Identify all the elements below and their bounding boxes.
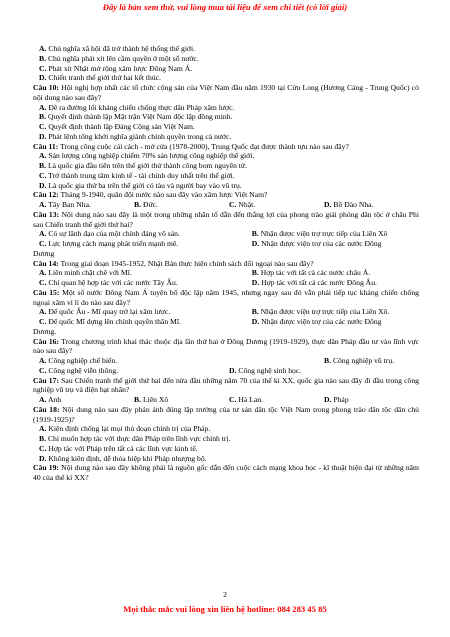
answer-option bbox=[134, 200, 229, 210]
option-label: C. bbox=[39, 443, 47, 453]
option-text: Liên minh chặt chẽ với Mĩ. bbox=[48, 268, 132, 278]
question-number: Câu 10: bbox=[33, 83, 59, 92]
option-label: B. bbox=[324, 356, 332, 365]
option-text: Công nghiệp vũ trụ. bbox=[332, 356, 395, 365]
answer-option bbox=[39, 395, 134, 405]
option-text: Quyết định thành lập Đảng Cộng sản Việt Nam. bbox=[48, 122, 195, 131]
option-label: A. bbox=[39, 229, 47, 239]
option-label: C. bbox=[39, 170, 47, 180]
option-label: A. bbox=[39, 44, 47, 53]
option-row bbox=[33, 356, 419, 366]
answer-option bbox=[33, 103, 419, 113]
option-text: Kiên định chống lại mọi thủ đoạn chính trị của Pháp. bbox=[48, 424, 211, 434]
answer-option bbox=[324, 200, 419, 210]
answer-option bbox=[252, 239, 382, 249]
answer-option bbox=[39, 366, 229, 376]
question-text: Trong công cuộc cải cách - mở cửa (1978-2000), Trung Quốc đạt được thành tựu nào sau đây? bbox=[60, 141, 349, 151]
answer-option bbox=[33, 161, 419, 171]
answer-option bbox=[134, 395, 229, 405]
option-row bbox=[33, 307, 419, 317]
question-text: Trong giai đoạn 1945-1952, Nhật Bản thực hiện chính sách đối ngoại nào sau đây? bbox=[60, 258, 314, 268]
option-text: Không kiên định, dễ thỏa hiệp khi Pháp nhượng bộ. bbox=[48, 453, 207, 463]
option-row bbox=[33, 317, 419, 327]
option-text: Nhận được viện trợ trực tiếp của Liên Xô bbox=[260, 229, 388, 239]
option-text: Hợp tác với tất cả các nước châu Á. bbox=[260, 268, 371, 278]
answer-option bbox=[33, 424, 419, 434]
answer-option bbox=[229, 200, 324, 210]
option-text: Quyết định thành lập Mặt trận Việt Nam độc lập đồng minh. bbox=[47, 112, 233, 122]
option-text: Hà Lan. bbox=[238, 395, 263, 404]
option-label: C. bbox=[229, 200, 237, 209]
option-text: Sản lượng công nghiệp chiếm 70% sản lượng công nghiệp thế giới. bbox=[48, 151, 255, 161]
answer-option bbox=[229, 366, 301, 376]
option-row bbox=[33, 229, 419, 239]
option-label: B. bbox=[39, 112, 47, 122]
question-12 bbox=[33, 190, 419, 200]
option-label: C. bbox=[39, 63, 47, 73]
option-text: Chủ nghĩa phát xít lên cầm quyền ở một số nước. bbox=[47, 53, 199, 63]
question-number: Câu 12: bbox=[33, 190, 59, 200]
option-label: D. bbox=[39, 180, 47, 190]
answer-option bbox=[252, 229, 388, 239]
answer-option bbox=[33, 73, 419, 83]
answer-option bbox=[39, 317, 252, 327]
header-banner: Đây là bản xem thử, vui lòng mua tài liệu để xem chi tiết (có lời giải) bbox=[102, 2, 348, 12]
option-text: Nhận được viện trợ trực tiếp của Liên Xô. bbox=[260, 307, 390, 317]
option-text: Bồ Đào Nha. bbox=[333, 200, 374, 209]
answer-option bbox=[33, 454, 419, 464]
question-15 bbox=[33, 288, 419, 308]
answer-option bbox=[39, 229, 252, 239]
question-number: Câu 18: bbox=[33, 404, 60, 414]
option-text: Công nghệ viễn thông. bbox=[48, 365, 118, 375]
option-label: B. bbox=[39, 161, 47, 170]
question-number: Câu 16: bbox=[33, 336, 60, 346]
question-number: Câu 14: bbox=[33, 258, 59, 268]
option-text: Lực lượng cách mạng phát triển mạnh mẽ. bbox=[48, 239, 179, 248]
question-text: Nội dung nào sau đây không phải là nguồn gốc dẫn đến cuộc cách mạng khoa học - kĩ thuật hiện đại từ những năm 40 của thế kỉ XX? bbox=[33, 463, 419, 482]
option-text: Trở thành trung tâm kinh tế - tài chính duy nhất trên thế giới. bbox=[48, 170, 235, 180]
option-text: Công nghệ sinh học. bbox=[238, 365, 302, 375]
answer-option bbox=[229, 395, 324, 405]
answer-option bbox=[33, 54, 419, 64]
question-text: Tháng 9-1940, quân đội nước nào sau đây vào xâm lược Việt Nam? bbox=[60, 190, 268, 200]
question-10 bbox=[33, 83, 419, 103]
question-number: Câu 13: bbox=[33, 209, 60, 219]
option-text: Đế quốc Âu - Mĩ quay trở lại xâm lược. bbox=[48, 307, 171, 317]
question-18 bbox=[33, 405, 419, 425]
option-text: Chiến tranh thế giới thứ hai kết thúc. bbox=[48, 73, 161, 83]
answer-option bbox=[33, 434, 419, 444]
answer-option bbox=[252, 317, 382, 327]
option-text: Pháp bbox=[333, 395, 349, 404]
option-text: Có sự lãnh đạo của một chính đảng vô sản. bbox=[48, 229, 180, 239]
option-text: Tây Ban Nha. bbox=[48, 200, 91, 209]
option-text: Nhận được viện trợ của các nước Đông bbox=[261, 317, 382, 326]
option-label: A. bbox=[39, 268, 47, 278]
option-text: Là quốc gia đầu tiên trên thế giới thử thành công bom nguyên tử. bbox=[47, 161, 247, 170]
option-text: Là quốc gia thứ ba trên thế giới có tàu và người bay vào vũ trụ. bbox=[48, 180, 242, 190]
answer-option bbox=[252, 278, 377, 288]
option-row bbox=[33, 200, 419, 210]
option-label: A. bbox=[39, 395, 47, 404]
option-label: A. bbox=[39, 424, 47, 434]
option-label: C. bbox=[39, 278, 47, 287]
option-label: B. bbox=[251, 307, 259, 317]
option-row bbox=[33, 268, 419, 278]
option-text: Nhận được viện trợ của các nước Đông bbox=[261, 239, 382, 248]
question-16 bbox=[33, 337, 419, 357]
option-label: C. bbox=[39, 365, 47, 375]
question-19 bbox=[33, 463, 419, 483]
option-label: B. bbox=[134, 395, 142, 404]
question-text: Nội dung nào sau đây phản ánh đúng lập trường của tư sản dân tộc Việt Nam trong phong trào dân tộc dân chủ (1919-1925)? bbox=[33, 404, 419, 424]
option-text: Phát xít Nhật mở rộng xâm lược Đông Nam Á. bbox=[48, 63, 193, 73]
option-text: Chủ nghĩa xã hội đã trở thành hệ thống thế giới. bbox=[48, 44, 196, 53]
option-label: B. bbox=[39, 53, 47, 63]
answer-option bbox=[39, 239, 252, 249]
option-label: B. bbox=[251, 229, 259, 239]
option-label: B. bbox=[251, 268, 259, 278]
option-row bbox=[33, 395, 419, 405]
option-text: Chỉ quan hệ hợp tác với các nước Tây Âu. bbox=[48, 278, 178, 287]
answer-option bbox=[33, 171, 419, 181]
option-label: D. bbox=[39, 453, 47, 463]
option-label: A. bbox=[39, 356, 47, 365]
option-label: A. bbox=[39, 102, 47, 112]
answer-option bbox=[33, 44, 419, 54]
question-17 bbox=[33, 376, 419, 396]
option-label: D. bbox=[324, 200, 332, 209]
option-text: Công nghiệp chế biến. bbox=[48, 356, 118, 365]
question-text: Nội dung nào sau đây là một trong những nhân tố dẫn đến thắng lợi của phong trào giải phóng dân tộc ở châu Phi sau Chiến tranh thế giới thứ hai? bbox=[33, 209, 419, 229]
option-label: D. bbox=[251, 239, 260, 248]
answer-option bbox=[33, 181, 419, 191]
option-text-wrap: Dương. bbox=[33, 326, 57, 336]
question-11 bbox=[33, 142, 419, 152]
question-13 bbox=[33, 210, 419, 230]
option-label: D. bbox=[251, 278, 260, 287]
question-text: Trong chương trình khai thác thuộc địa lần thứ hai ở Đông Dương (1919-1929), thực dân Pháp đầu tư vào lĩnh vực nào sau đây? bbox=[33, 336, 420, 356]
option-text: Chỉ muốn hợp tác với thực dân Pháp trên lĩnh vực chính trị. bbox=[47, 434, 231, 443]
answer-option bbox=[39, 356, 324, 366]
question-number: Câu 15: bbox=[33, 287, 60, 297]
question-text: Một số nước Đông Nam Á tuyên bố độc lập năm 1945, nhưng ngay sau đó vẫn phải tiếp tục kháng chiến chống ngoại xâm vì lí do nào sau đây? bbox=[33, 287, 419, 307]
option-label: C. bbox=[39, 317, 47, 326]
answer-option bbox=[39, 307, 252, 317]
option-text: Đế quốc Mĩ dựng lên chính quyền thân Mĩ. bbox=[48, 317, 181, 326]
option-label: D. bbox=[39, 131, 47, 141]
option-text: Đức. bbox=[142, 200, 158, 209]
answer-option bbox=[39, 268, 252, 278]
option-row bbox=[33, 278, 419, 288]
option-text: Hợp tác với tất cả các nước Đông Âu. bbox=[261, 278, 377, 287]
option-label: C. bbox=[39, 122, 47, 131]
footer-banner: Mọi thắc mắc vui lòng xin liên hệ hotline: 084 283 45 85 bbox=[123, 604, 327, 614]
option-text: Đề ra đường lối kháng chiến chống thực dân Pháp xâm lược. bbox=[48, 102, 235, 112]
option-text: Liên Xô bbox=[142, 395, 169, 404]
answer-option bbox=[39, 200, 134, 210]
question-text: Sau Chiến tranh thế giới thứ hai đến nửa đầu những năm 70 của thế kỉ XX, quốc gia nào sau đây đi đầu trong công nghiệp vũ trụ và điện hạt nhân? bbox=[33, 375, 419, 395]
option-row bbox=[33, 366, 419, 376]
option-label: D. bbox=[251, 317, 260, 326]
answer-option bbox=[33, 64, 419, 74]
page-number: 2 bbox=[223, 590, 227, 599]
question-number: Câu 17: bbox=[33, 375, 59, 385]
option-label: A. bbox=[39, 307, 47, 317]
option-label: D. bbox=[229, 365, 237, 375]
answer-option bbox=[252, 268, 370, 278]
option-row bbox=[33, 239, 419, 249]
page-content bbox=[33, 44, 419, 483]
option-label: D. bbox=[324, 395, 332, 404]
question-14 bbox=[33, 259, 419, 269]
option-label: C. bbox=[229, 395, 237, 404]
answer-option bbox=[33, 151, 419, 161]
answer-option bbox=[33, 444, 419, 454]
answer-option bbox=[33, 112, 419, 122]
question-number: Câu 19: bbox=[33, 463, 59, 473]
option-text: Phát lệnh tổng khởi nghĩa giành chính quyền trong cả nước. bbox=[48, 131, 232, 141]
option-text: Anh bbox=[47, 395, 62, 404]
option-label: D. bbox=[39, 73, 47, 83]
option-label: B. bbox=[39, 434, 47, 443]
question-number: Câu 11: bbox=[33, 141, 59, 151]
answer-option bbox=[324, 395, 419, 405]
option-label: C. bbox=[39, 239, 47, 248]
answer-option bbox=[324, 356, 394, 366]
answer-option bbox=[33, 122, 419, 132]
option-label: A. bbox=[39, 151, 47, 161]
option-label: A. bbox=[39, 200, 47, 209]
answer-option bbox=[252, 307, 390, 317]
option-text-wrap: Dương bbox=[33, 248, 55, 258]
answer-option bbox=[33, 132, 419, 142]
answer-option bbox=[39, 278, 252, 288]
question-text: Hội nghị hợp nhất các tổ chức cộng sản của Việt Nam đầu năm 1930 tại Cửu Long (Hương Cảng - Trung Quốc) có nội dung nào sau đây? bbox=[33, 83, 419, 102]
option-label: B. bbox=[134, 200, 142, 209]
option-text: Hợp tác với Pháp trên tất cả các lĩnh vực kinh tế. bbox=[48, 443, 198, 453]
option-text: Nhật. bbox=[238, 200, 256, 209]
